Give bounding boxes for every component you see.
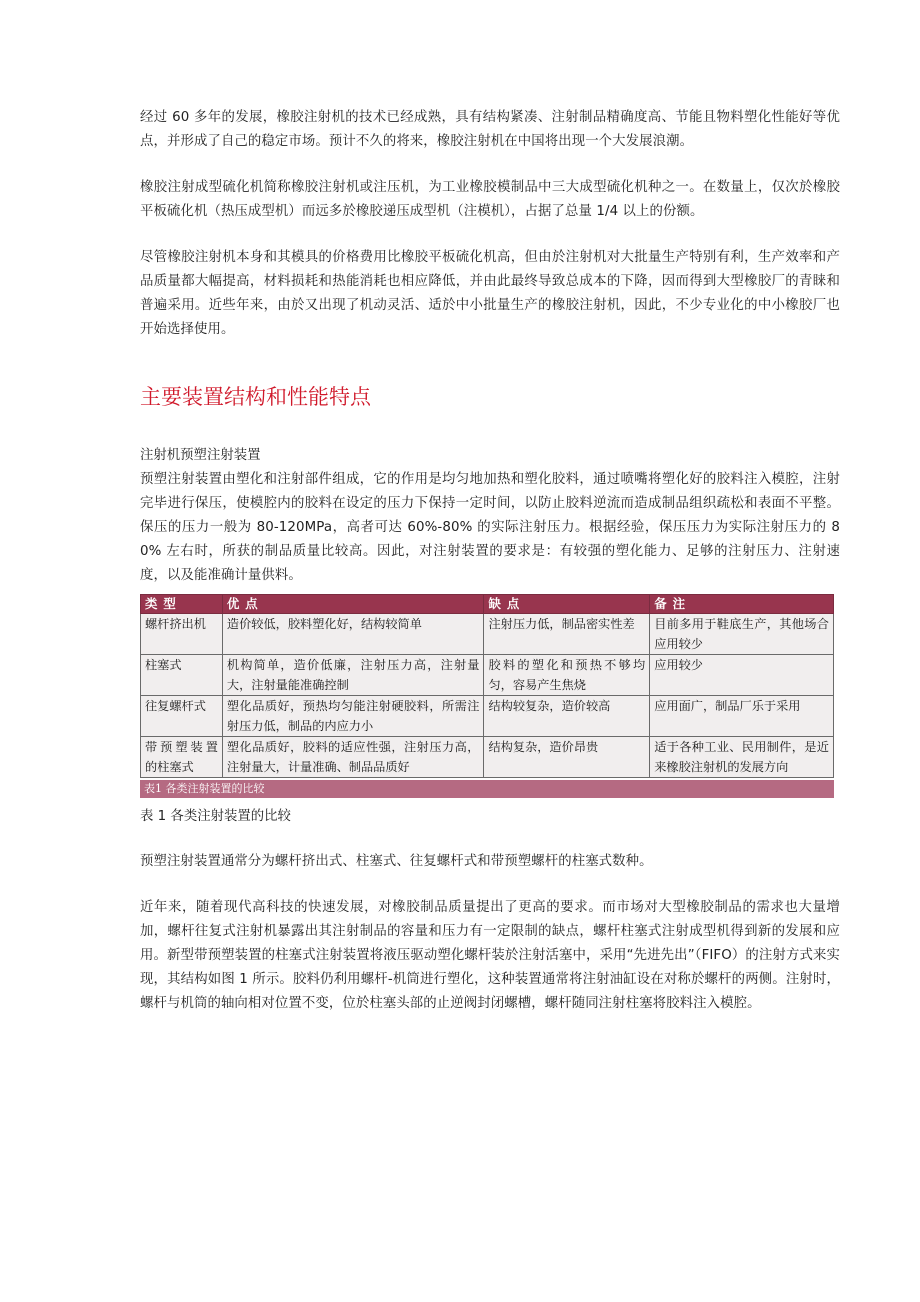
types-paragraph: 预塑注射装置通常分为螺杆挤出式、柱塞式、往复螺杆式和带预塑螺杆的柱塞式数种。 bbox=[140, 854, 653, 869]
cell-advantages: 机构简单，造价低廉，注射压力高，注射量大，注射量能准确控制 bbox=[222, 655, 484, 696]
intro-paragraph-1: 经过 60 多年的发展，橡胶注射机的技术已经成熟，具有结构紧凑、注射制品精确度高、节能且物料塑化性能好等优点，并形成了自己的稳定市场。预计不久的将来，橡胶注射机在中国将出现一个大发展浪潮。 bbox=[140, 110, 840, 149]
document-page bbox=[140, 106, 840, 1016]
table-row bbox=[141, 655, 834, 696]
development-paragraph: 近年来，随着现代高科技的快速发展，对橡胶制品质量提出了更高的要求。而市场对大型橡胶制品的需求也大量增加，螺杆往复式注射机暴露出其注射制品的容量和压力有一定限制的缺点，螺杆柱塞式注射成型机得到新的发展和应用。新型带预塑装置的柱塞式注射装置将液压驱动塑化螺杆装於注射活塞中，采用“先进先出”（FIFO）的注射方式来实现，其结构如图 1 所示。胶料仍利用螺杆-机筒进行塑化，这种装置通常将注射油缸设在对称於螺杆的两侧。注射时，螺杆与机筒的轴向相对位置不变，位於柱塞头部的止逆阀封闭螺槽，螺杆随同注射柱塞将胶料注入模腔。 bbox=[140, 900, 840, 1011]
header-disadvantages: 缺点 bbox=[484, 595, 650, 614]
cell-type: 柱塞式 bbox=[141, 655, 223, 696]
table-caption-bar: 表1 各类注射装置的比较 bbox=[140, 780, 834, 798]
table-caption: 表 1 各类注射装置的比较 bbox=[140, 809, 291, 824]
subheading: 注射机预塑注射装置 bbox=[140, 448, 261, 463]
cell-disadvantages: 结构较复杂，造价较高 bbox=[484, 696, 650, 737]
cell-disadvantages: 注射压力低，制品密实性差 bbox=[484, 614, 650, 655]
intro-paragraph-2: 橡胶注射成型硫化机简称橡胶注射机或注压机，为工业橡胶模制品中三大成型硫化机种之一。在数量上，仅次於橡胶平板硫化机（热压成型机）而远多於橡胶递压成型机（注模机），占据了总量 1/4 以上的份额。 bbox=[140, 180, 840, 219]
table-row bbox=[141, 614, 834, 655]
cell-remarks: 应用较少 bbox=[650, 655, 834, 696]
table-row bbox=[141, 737, 834, 778]
cell-remarks: 适于各种工业、民用制件，是近来橡胶注射机的发展方向 bbox=[650, 737, 834, 778]
table-header-row bbox=[141, 595, 834, 614]
table-row bbox=[141, 696, 834, 737]
cell-advantages: 造价较低，胶料塑化好，结构较简单 bbox=[222, 614, 484, 655]
section-title: 主要装置结构和性能特点 bbox=[140, 385, 371, 409]
cell-remarks: 目前多用于鞋底生产，其他场合应用较少 bbox=[650, 614, 834, 655]
cell-type: 带预塑装置的柱塞式 bbox=[141, 737, 223, 778]
intro-paragraph-3: 尽管橡胶注射机本身和其模具的价格费用比橡胶平板硫化机高，但由於注射机对大批量生产特别有利，生产效率和产品质量都大幅提高，材料损耗和热能消耗也相应降低，并由此最终导致总成本的下降，因而得到大型橡胶厂的青睐和普遍采用。近些年来，由於又出现了机动灵活、适於中小批量生产的橡胶注射机，因此，不少专业化的中小橡胶厂也开始选择使用。 bbox=[140, 250, 840, 337]
cell-type: 螺杆挤出机 bbox=[141, 614, 223, 655]
cell-type: 往复螺杆式 bbox=[141, 696, 223, 737]
header-type: 类型 bbox=[141, 595, 223, 614]
cell-advantages: 塑化品质好，预热均匀能注射硬胶料，所需注射压力低，制品的内应力小 bbox=[222, 696, 484, 737]
injection-paragraph: 预塑注射装置由塑化和注射部件组成，它的作用是均匀地加热和塑化胶料，通过喷嘴将塑化好的胶料注入模腔，注射完毕进行保压，使模腔内的胶料在设定的压力下保持一定时间，以防止胶料逆流而造成制品组织疏松和表面不平整。保压的压力一般为 80-120MPa，高者可达 60%-80% 的实际注射压力。根据经验，保压压力为实际注射压力的 80% 左右时，所获的制品质量比较高。因此，对注射装置的要求是：有较强的塑化能力、足够的注射压力、注射速度，以及能准确计量供料。 bbox=[140, 472, 840, 583]
header-advantages: 优点 bbox=[222, 595, 484, 614]
cell-advantages: 塑化品质好，胶料的适应性强，注射压力高，注射量大，计量准确、制品品质好 bbox=[222, 737, 484, 778]
cell-remarks: 应用面广，制品厂乐于采用 bbox=[650, 696, 834, 737]
cell-disadvantages: 结构复杂，造价昂贵 bbox=[484, 737, 650, 778]
comparison-table bbox=[140, 594, 834, 778]
cell-disadvantages: 胶料的塑化和预热不够均匀，容易产生焦烧 bbox=[484, 655, 650, 696]
header-remarks: 备注 bbox=[650, 595, 834, 614]
